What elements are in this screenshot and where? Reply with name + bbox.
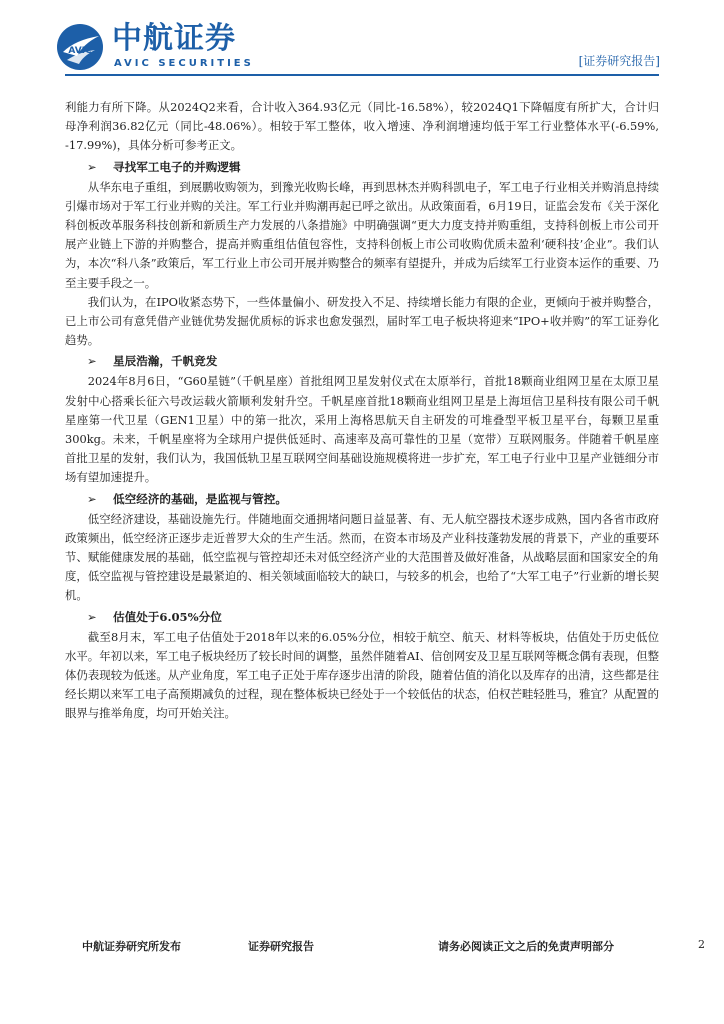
arrow-bullet-icon: ➢ [87, 159, 97, 174]
paragraph: 我们认为，在IPO收紧态势下，一些体量偏小、研发投入不足、持续增长能力有限的企业，更倾向于被并购整合，已上市公司有意凭借产业链优势发掘优质标的诉求也愈发强烈，届时军工电子板块将迎来“IPO+收并购”的军工证券化趋势。 [65, 294, 659, 348]
arrow-bullet-icon: ➢ [87, 491, 97, 506]
paragraph: 从华东电子重组，到展鹏收购领为，到豫光收购长峰，再到思林杰并购科凯电子，军工电子行业相关并购消息持续引爆市场对于军工行业并购的关注。军工行业并购潮再起已呼之欲出。从政策面看，6月19日，证监会发布《关于深化科创板改革服务科技创新和新质生产力发展的八条措施》中明确强调“更大力度支持并购重组，支持科创板上市公司开展产业链上下游的并购整合，提高并购重组估值包容性，支持科创板上市公司收购优质未盈利‘硬科技’企业”。我们认为，本次“科八条”政策后，军工行业上市公司开展并购整合的频率有望提升，并成为后续军工行业资本运作的重要、乃至主要手段之一。 [65, 179, 659, 290]
header-divider [65, 74, 659, 76]
section-heading-text: 寻找军工电子的并购逻辑 [113, 159, 241, 174]
avic-logo-icon [55, 22, 105, 72]
footer-report-type: 证券研究报告 [248, 940, 314, 953]
footer-publisher: 中航证券研究所发布 [82, 940, 181, 953]
document-body [65, 98, 659, 724]
section-heading-text: 估值处于6.05%分位 [113, 609, 222, 624]
paragraph: 低空经济建设，基础设施先行。伴随地面交通拥堵问题日益显著、有、无人航空器技术逐步成熟，国内各省市政府政策频出，低空经济正逐步走近普罗大众的生产生活。然而，在资本市场及产业科技蓬勃发展的背景下，产业的重要环节、赋能健康发展的基础，低空监视与管控却还未对低空经济产业的大范围普及做好准备，从战略层面和国家安全的角度，低空监视与管控建设是最紧迫的、相关领域面临较大的缺口，与较多的机会，也给了“大军工电子”行业新的增长契机。 [65, 511, 659, 603]
logo-chinese: 中航证券 [112, 21, 236, 56]
section-heading [65, 488, 659, 510]
page-header [0, 0, 724, 90]
arrow-bullet-icon: ➢ [87, 609, 97, 624]
paragraph: 2024年8月6日，“G60星链”（千帆星座）首批组网卫星发射仪式在太原举行，首批18颗商业组网卫星在太原卫星发射中心搭乘长征六号改运载火箭顺利发射升空。千帆星座首批18颗商业组网卫星是上海垣信卫星科技有限公司千帆星座第一代卫星（GEN1卫星）中的第一批次，采用上海格思航天自主研发的可堆叠型平板卫星平台，每颗卫星重300kg。未来，千帆星座将为全球用户提供低延时、高速率及高可靠性的卫星（宽带）互联网服务。伴随着千帆星座首批卫星的发射，我们认为，我国低轨卫星互联网空间基础设施规模将进一步扩充，军工电子行业中卫星产业链细分市场有望加速提升。 [65, 374, 659, 485]
paragraph: 截至8月末，军工电子估值处于2018年以来的6.05%分位，相较于航空、航天、材料等板块，估值处于历史低位水平。年初以来，军工电子板块经历了较长时间的调整，虽然伴随着AI、信创网安及卫星互联网等概念偶有表现，但整体仍表现较为低迷。从产业角度，军工电子正处于库存逐步出清的阶段，随着估值的消化以及库存的出清，这些都是往经长期以来军工电子高预期减负的过程，现在整体板块已经处于一个较低估的状态，伯权芒畦轻胜马，雅宜？从配置的眼界与推举角度，均可开始关注。 [65, 629, 659, 721]
svg-text:AVIC: AVIC [68, 46, 92, 56]
arrow-bullet-icon: ➢ [87, 354, 97, 369]
footer-disclaimer: 请务必阅读正文之后的免责声明部分 [438, 940, 614, 953]
section-heading-text: 星辰浩瀚，千帆竞发 [113, 354, 218, 369]
section-heading [65, 606, 659, 628]
section-heading [65, 156, 659, 178]
logo-english: AVIC SECURITIES [114, 58, 254, 69]
page-footer [0, 938, 724, 978]
page-number: 2 [698, 938, 705, 951]
section-heading [65, 350, 659, 372]
report-tag: [证券研究报告] [578, 54, 660, 68]
paragraph: 利能力有所下降。从2024Q2来看，合计收入364.93亿元（同比-16.58%），较2024Q1下降幅度有所扩大，合计归母净利润36.82亿元（同比-48.06%）。相较于军工整体，收入增速、净利润增速均低于军工行业整体水平(-6.59%, -17.99%)，具体分析可参考正文。 [65, 100, 659, 153]
section-heading-text: 低空经济的基础，是监视与管控。 [113, 491, 287, 506]
